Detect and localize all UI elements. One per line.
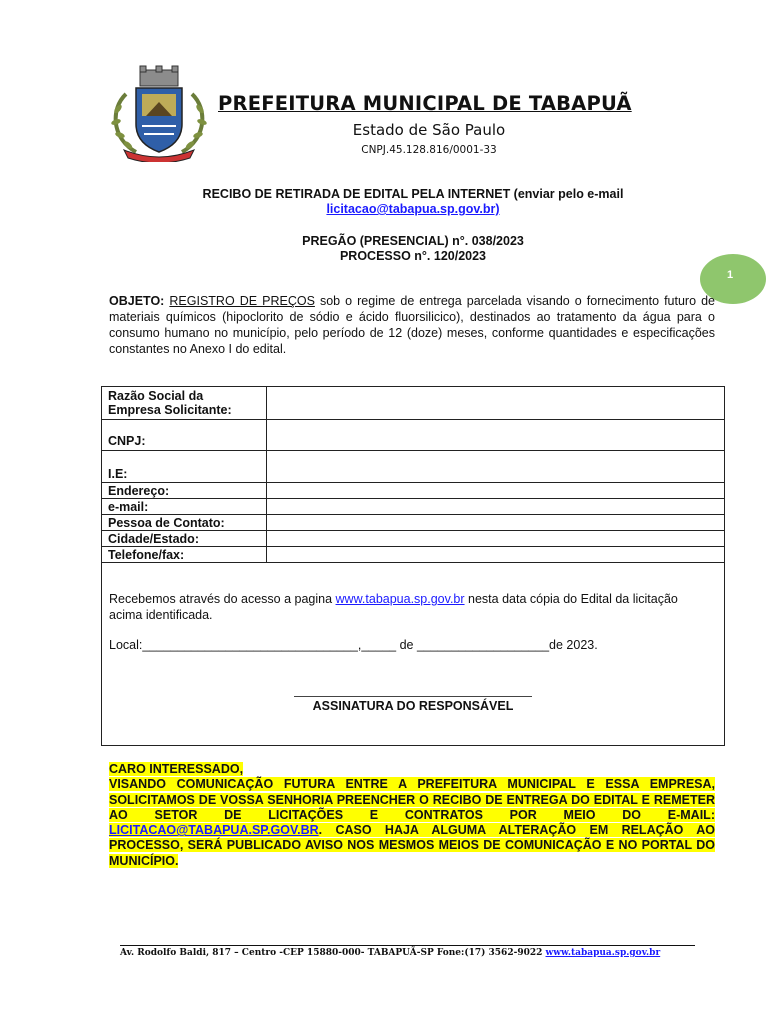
company-form <box>101 386 725 746</box>
endereco-label: Endereço: <box>108 484 170 498</box>
page-comment-number: 1 <box>727 269 734 281</box>
state-subtitle: Estado de São Paulo <box>352 121 506 139</box>
contato-field[interactable] <box>266 515 724 530</box>
cnpj-subtitle: CNPJ.45.128.816/0001-33 <box>361 144 497 156</box>
telefone-field[interactable] <box>266 547 724 562</box>
form-row-telefone <box>102 547 724 563</box>
razao-label: Razão Social da Empresa Solicitante: <box>108 389 232 417</box>
receipt-title <box>100 187 726 217</box>
receipt-email-link[interactable]: licitacao@tabapua.sp.gov.br) <box>326 202 500 216</box>
notice-email-link[interactable]: LICITACAO@TABAPUA.SP.GOV.BR <box>109 823 319 838</box>
website-link[interactable]: www.tabapua.sp.gov.br <box>335 592 465 606</box>
objeto-text: sob o regime de entrega parcelada visando o fornecimento futuro de materiais químicos (hipoclorito de sódio e ácido fluorsilicico), destinados ao tratamento da água para o consumo humano no município, pelo período de 12 (doze) meses, conforme quantidades e especificações constantes no Anexo I do edital. <box>109 294 715 356</box>
municipality-title: PREFEITURA MUNICIPAL DE TABAPUÃ <box>218 92 632 115</box>
processo-number: PROCESSO n°. 120/2023 <box>339 249 487 263</box>
pregao-number: PREGÃO (PRESENCIAL) n°. 038/2023 <box>302 234 524 248</box>
cidade-field[interactable] <box>266 531 724 546</box>
ie-field[interactable] <box>266 451 724 482</box>
confirmation-text: Recebemos através do acesso a pagina www.tabapua.sp.gov.br nesta data cópia do Edital da licitação acima identificada. <box>109 592 678 622</box>
footer-website-link[interactable]: www.tabapua.sp.gov.br <box>545 948 661 958</box>
objeto-label: OBJETO: <box>109 294 165 308</box>
form-row-endereco <box>102 483 724 499</box>
receipt-title-line: RECIBO DE RETIRADA DE EDITAL PELA INTERNET (enviar pelo e-mail <box>202 187 624 201</box>
notice-text: VISANDO COMUNICAÇÃO FUTURA ENTRE A PREFEITURA MUNICIPAL E ESSA EMPRESA, SOLICITAMOS DE VOSSA SENHORIA PREENCHER O RECIBO DE ENTREGA DO EDITAL E REMETER AO SETOR DE LICITAÇÕES E CONTRATOS POR MEIO DO E-MAIL: <box>109 777 715 822</box>
notice-text-end: . CASO HAJA ALGUMA ALTERAÇÃO EM RELAÇÃO AO PROCESSO, SERÁ PUBLICADO AVISO NOS MESMOS MEIOS DE COMUNICAÇÃO E NO PORTAL DO MUNICÍPIO. <box>109 823 715 868</box>
form-row-cnpj <box>102 420 724 451</box>
form-row-ie <box>102 451 724 483</box>
notice-greeting: CARO INTERESSADO, <box>109 762 244 776</box>
razao-field[interactable] <box>266 387 724 419</box>
local-date-line: Local:_______________________________,_____ de ___________________de 2023. <box>109 638 598 652</box>
objeto-underlined: REGISTRO DE PREÇOS <box>169 294 315 308</box>
cnpj-label: CNPJ: <box>108 434 146 448</box>
objeto-paragraph <box>109 293 715 357</box>
email-field[interactable] <box>266 499 724 514</box>
footer-address: Av. Rodolfo Baldi, 817 – Centro -CEP 15880-000- TABAPUÃ-SP Fone:(17) 3562-9022 www.tabapua.sp.gov.br <box>120 948 661 958</box>
form-row-cidade <box>102 531 724 547</box>
ie-label: I.E: <box>108 467 128 481</box>
endereco-field[interactable] <box>266 483 724 498</box>
signature-line <box>294 696 532 697</box>
form-row-razao <box>102 387 724 420</box>
signature-label: ASSINATURA DO RESPONSÁVEL <box>312 699 514 713</box>
email-label: e-mail: <box>108 500 149 514</box>
telefone-label: Telefone/fax: <box>108 548 185 562</box>
footer-rule <box>120 945 695 946</box>
contato-label: Pessoa de Contato: <box>108 516 225 530</box>
form-row-contato <box>102 515 724 531</box>
pregao-heading <box>100 234 726 264</box>
cidade-label: Cidade/Estado: <box>108 532 199 546</box>
cnpj-field[interactable] <box>266 420 724 450</box>
form-row-email <box>102 499 724 515</box>
notice-paragraph <box>109 762 715 869</box>
